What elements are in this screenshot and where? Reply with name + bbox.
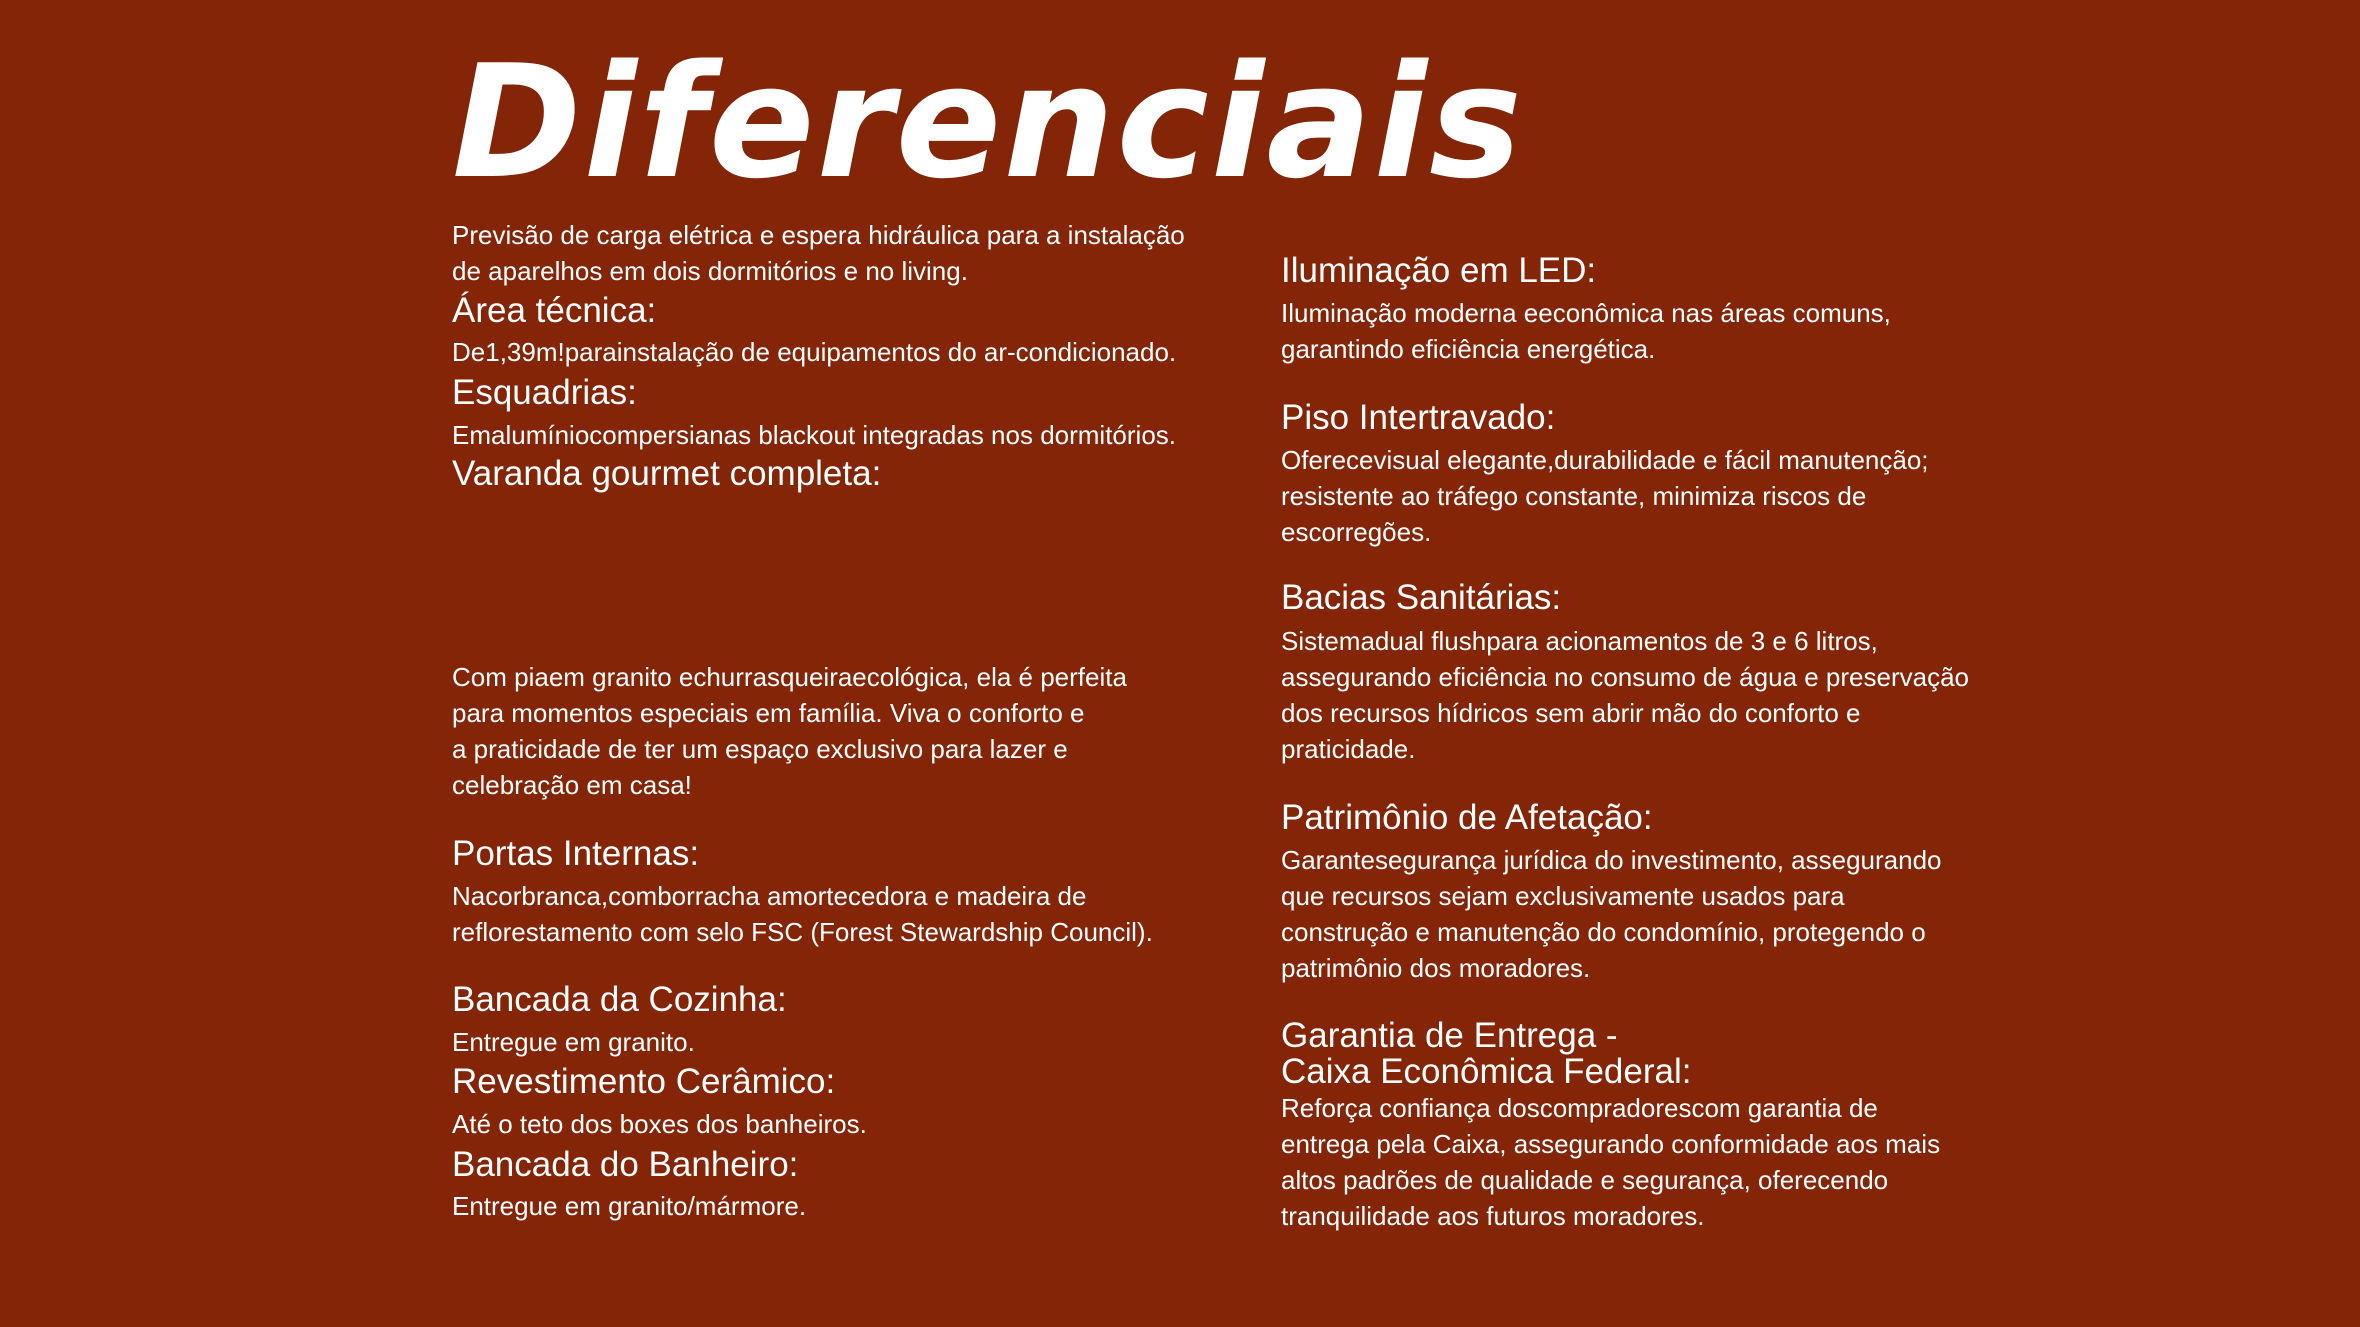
piso-line: Oferecevisual elegante,durabilidade e fácil manutenção; bbox=[1281, 445, 1929, 475]
bancada-banheiro-text bbox=[452, 1188, 806, 1224]
bancada-banheiro-line: Entregue em granito/mármore. bbox=[452, 1191, 807, 1221]
intro-line: de aparelhos em dois dormitórios e no living. bbox=[452, 256, 968, 286]
piso-heading: Piso Intertravado: bbox=[1281, 398, 1556, 437]
garantia-heading bbox=[1281, 1018, 1691, 1090]
bacias-text bbox=[1281, 623, 1969, 767]
portas-line: reflorestamento com selo FSC (Forest Stewardship Council). bbox=[452, 917, 1153, 947]
intro-text bbox=[452, 217, 1185, 289]
revestimento-text bbox=[452, 1106, 867, 1142]
iluminacao-line: garantindo eficiência energética. bbox=[1281, 334, 1656, 364]
intro-line: Previsão de carga elétrica e espera hidráulica para a instalação bbox=[452, 220, 1185, 250]
bancada-cozinha-heading: Bancada da Cozinha: bbox=[452, 980, 787, 1019]
portas-heading: Portas Internas: bbox=[452, 834, 700, 873]
area-tecnica-text bbox=[452, 334, 1176, 370]
patrimonio-line: patrimônio dos moradores. bbox=[1281, 953, 1591, 983]
garantia-heading-line: Garantia de Entrega - bbox=[1281, 1016, 1618, 1055]
piso-text bbox=[1281, 442, 1929, 550]
bancada-cozinha-text bbox=[452, 1024, 695, 1060]
varanda-line: Com piaem granito echurrasqueiraecológica, ela é perfeita bbox=[452, 662, 1127, 692]
bacias-line: dos recursos hídricos sem abrir mão do conforto e bbox=[1281, 698, 1861, 728]
garantia-heading-line: Caixa Econômica Federal: bbox=[1281, 1052, 1692, 1091]
bacias-heading: Bacias Sanitárias: bbox=[1281, 578, 1562, 617]
revestimento-heading: Revestimento Cerâmico: bbox=[452, 1062, 836, 1101]
piso-line: resistente ao tráfego constante, minimiza riscos de bbox=[1281, 481, 1867, 511]
iluminacao-heading: Iluminação em LED: bbox=[1281, 251, 1597, 290]
varanda-heading: Varanda gourmet completa: bbox=[452, 454, 882, 493]
varanda-text bbox=[452, 659, 1127, 803]
piso-line: escorregões. bbox=[1281, 517, 1432, 547]
varanda-line: celebração em casa! bbox=[452, 770, 692, 800]
patrimonio-line: construção e manutenção do condomínio, protegendo o bbox=[1281, 917, 1926, 947]
varanda-line: para momentos especiais em família. Viva o conforto e bbox=[452, 698, 1085, 728]
patrimonio-text bbox=[1281, 842, 1942, 986]
area-tecnica-line: De1,39m!parainstalação de equipamentos do ar-condicionado. bbox=[452, 337, 1177, 367]
area-tecnica-heading: Área técnica: bbox=[452, 291, 657, 330]
bacias-line: Sistemadual flushpara acionamentos de 3 e 6 litros, bbox=[1281, 626, 1878, 656]
esquadrias-heading: Esquadrias: bbox=[452, 373, 637, 412]
iluminacao-text bbox=[1281, 295, 1891, 367]
iluminacao-line: Iluminação moderna eeconômica nas áreas comuns, bbox=[1281, 298, 1891, 328]
patrimonio-line: Garantesegurança jurídica do investimento, assegurando bbox=[1281, 845, 1942, 875]
revestimento-line: Até o teto dos boxes dos banheiros. bbox=[452, 1109, 867, 1139]
bancada-banheiro-heading: Bancada do Banheiro: bbox=[452, 1145, 799, 1184]
patrimonio-line: que recursos sejam exclusivamente usados para bbox=[1281, 881, 1845, 911]
bancada-cozinha-line: Entregue em granito. bbox=[452, 1027, 695, 1057]
garantia-line: entrega pela Caixa, assegurando conformidade aos mais bbox=[1281, 1129, 1941, 1159]
page-title: Diferenciais bbox=[452, 31, 1524, 213]
esquadrias-text bbox=[452, 417, 1176, 453]
bacias-line: assegurando eficiência no consumo de água e preservação bbox=[1281, 662, 1970, 692]
garantia-line: tranquilidade aos futuros moradores. bbox=[1281, 1201, 1705, 1231]
esquadrias-line: Emalumíniocompersianas blackout integradas nos dormitórios. bbox=[452, 420, 1177, 450]
portas-text bbox=[452, 878, 1153, 950]
garantia-text bbox=[1281, 1090, 1940, 1234]
varanda-line: a praticidade de ter um espaço exclusivo para lazer e bbox=[452, 734, 1068, 764]
patrimonio-heading: Patrimônio de Afetação: bbox=[1281, 798, 1653, 837]
portas-line: Nacorbranca,comborracha amortecedora e madeira de bbox=[452, 881, 1087, 911]
garantia-line: altos padrões de qualidade e segurança, oferecendo bbox=[1281, 1165, 1889, 1195]
garantia-line: Reforça confiança doscompradorescom garantia de bbox=[1281, 1093, 1878, 1123]
bacias-line: praticidade. bbox=[1281, 734, 1416, 764]
